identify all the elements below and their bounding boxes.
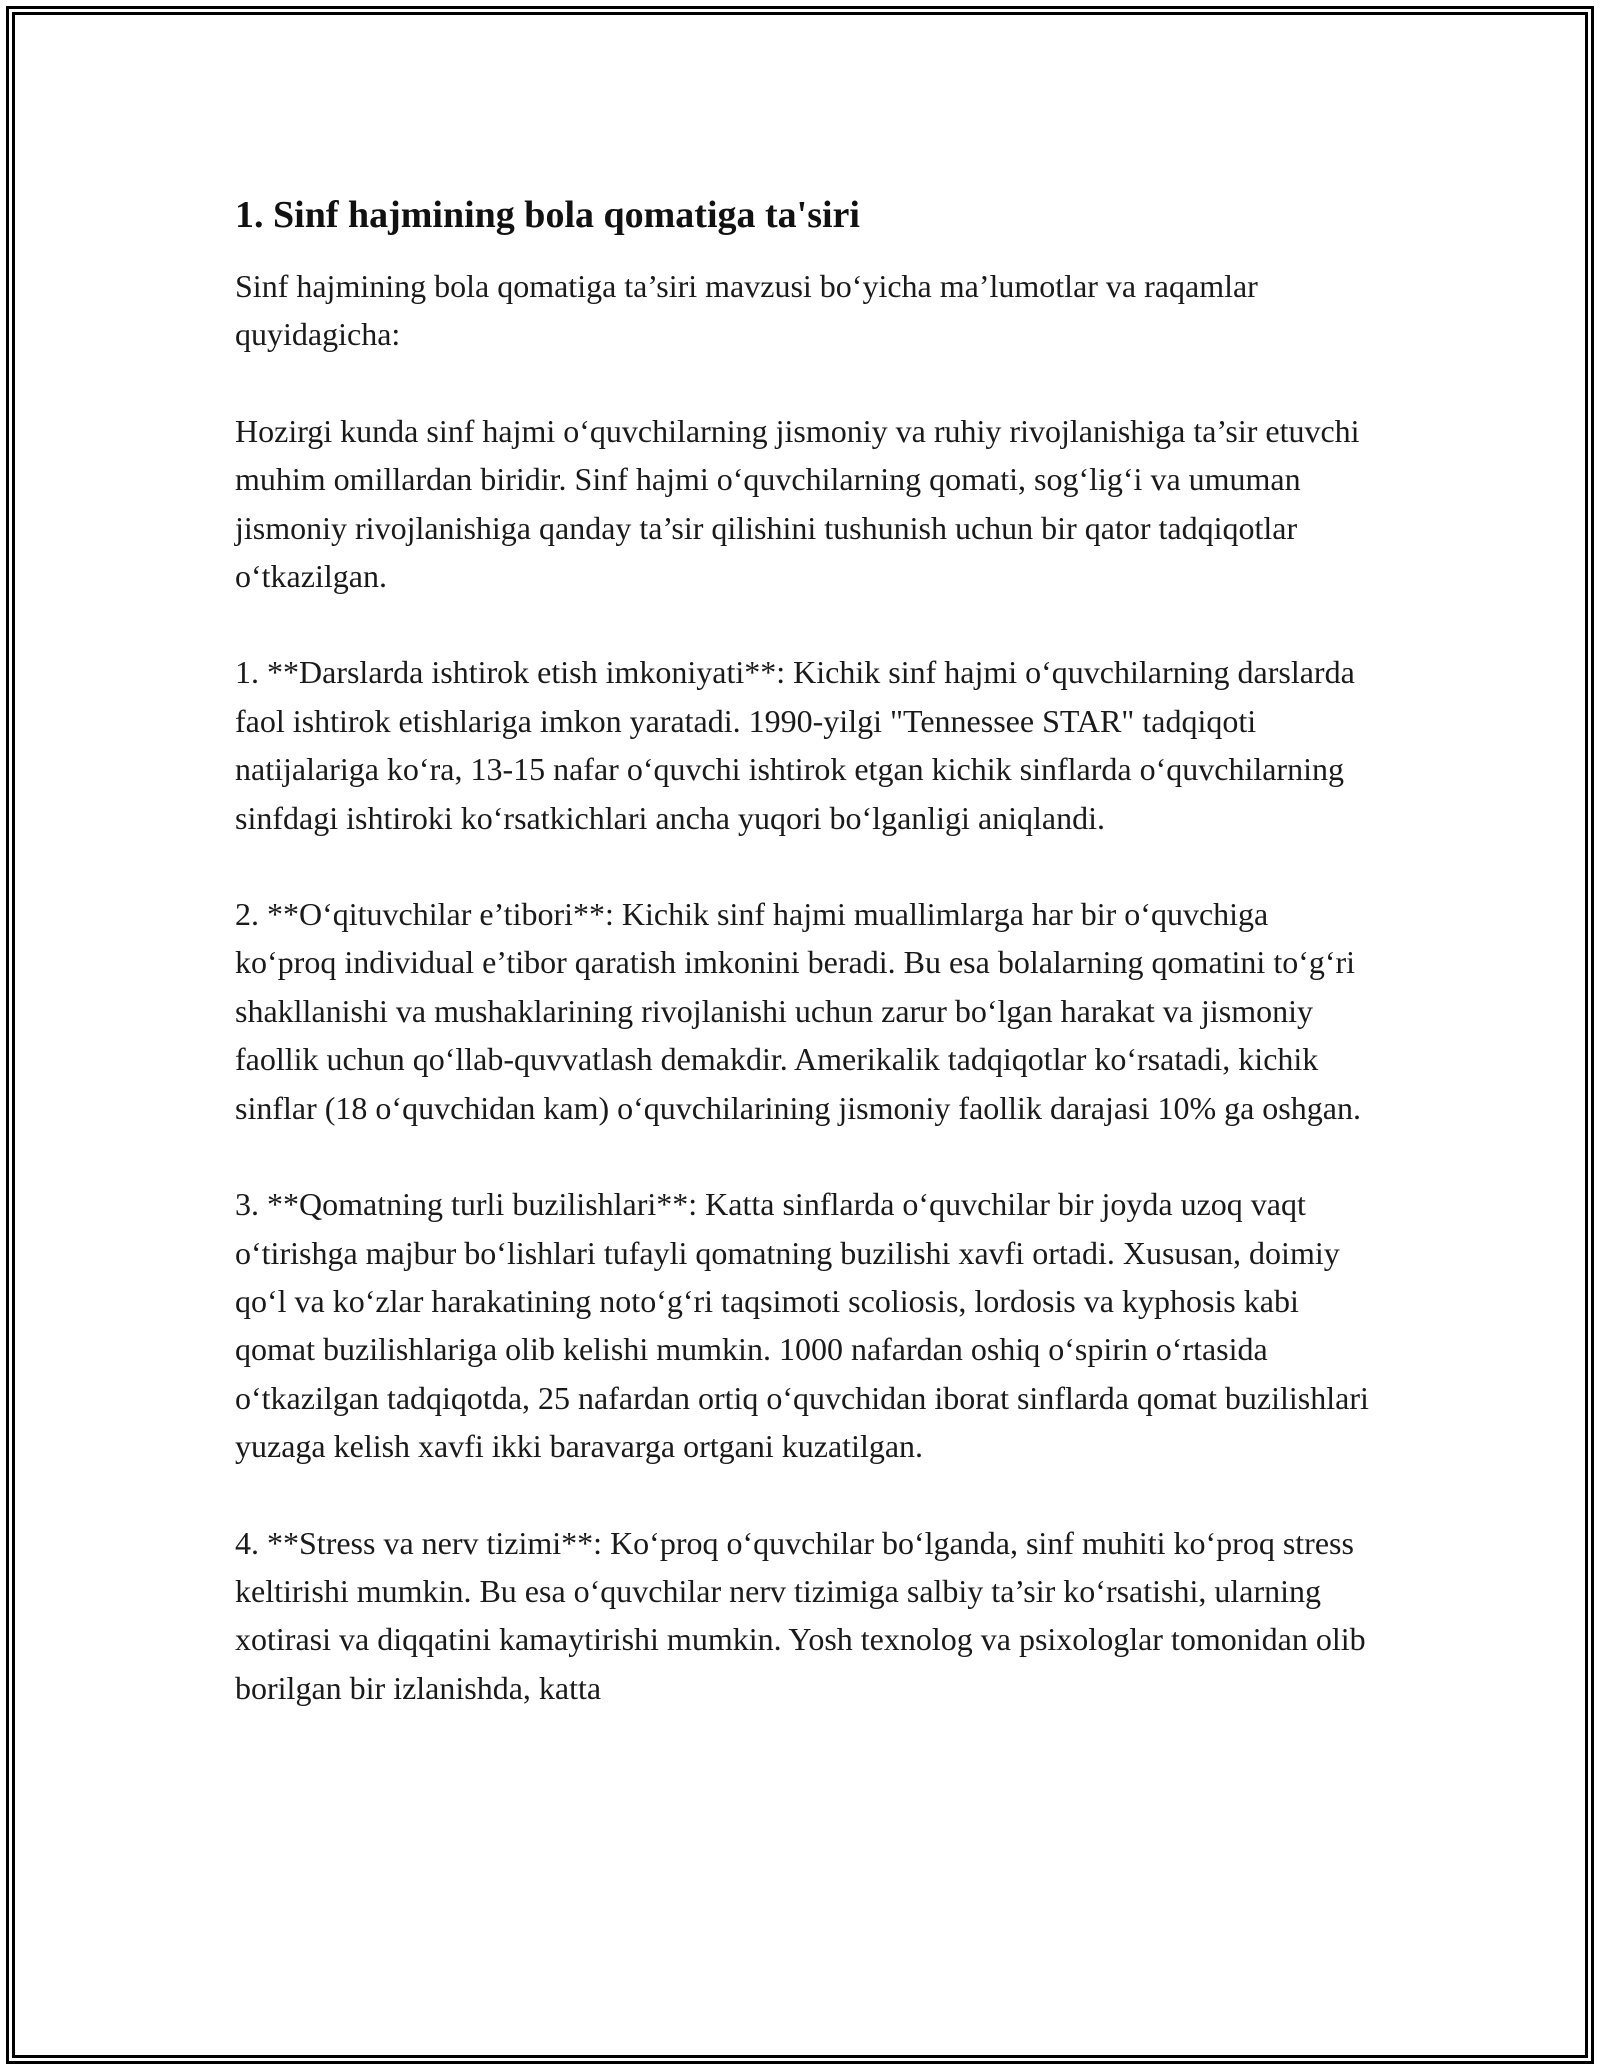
document-body: [235, 190, 1370, 1760]
paragraph-intro: Sinf hajmining bola qomatiga ta’siri mavzusi bo‘yicha ma’lumotlar va raqamlar quyidagicha:: [235, 268, 1258, 353]
paragraph-overview: Hozirgi kunda sinf hajmi o‘quvchilarning jismoniy va ruhiy rivojlanishiga ta’sir etuvchi muhim omillardan biridir. Sinf hajmi o‘quvchilarning qomati, sog‘lig‘i va umuman jismoniy rivojlanishiga qanday ta’sir qilishini tushunish uchun bir qator tadqiqotlar o‘tkazilgan.: [235, 412, 1360, 595]
paragraph-point-3: 3. **Qomatning turli buzilishlari**: Katta sinflarda o‘quvchilar bir joyda uzoq vaqt o‘tirishga majbur bo‘lishlari tufayli qomatning buzilishi xavfi ortadi. Xususan, doimiy qo‘l va ko‘zlar harakatining noto‘g‘ri taqsimoti scoliosis, lordosis va kyphosis kabi qomat buzilishlariga olib kelishi mumkin. 1000 nafardan oshiq o‘spirin o‘rtasida o‘tkazilgan tadqiqotda, 25 nafardan ortiq o‘quvchidan iborat sinflarda qomat buzilishlari yuzaga kelish xavfi ikki baravarga ortgani kuzatilgan.: [235, 1186, 1369, 1465]
document-title: 1. Sinf hajmining bola qomatiga ta'siri: [235, 194, 860, 236]
paragraph-point-4: 4. **Stress va nerv tizimi**: Ko‘proq o‘quvchilar bo‘lganda, sinf muhiti ko‘proq stress keltirishi mumkin. Bu esa o‘quvchilar nerv tizimiga salbiy ta’sir ko‘rsatishi, ularning xotirasi va diqqatini kamaytirishi mumkin. Yosh texnolog va psixologlar tomonidan olib borilgan bir izlanishda, katta: [235, 1524, 1366, 1706]
paragraph-point-1: 1. **Darslarda ishtirok etish imkoniyati**: Kichik sinf hajmi o‘quvchilarning darslarda faol ishtirok etishlariga imkon yaratadi. 1990-yilgi "Tennessee STAR" tadqiqoti natijalariga ko‘ra, 13-15 nafar o‘quvchi ishtirok etgan kichik sinflarda o‘quvchilarning sinfdagi ishtiroki ko‘rsatkichlari ancha yuqori bo‘lganligi aniqlandi.: [235, 654, 1355, 836]
paragraph-point-2: 2. **O‘qituvchilar e’tibori**: Kichik sinf hajmi muallimlarga har bir o‘quvchiga ko‘proq individual e’tibor qaratish imkonini beradi. Bu esa bolalarning qomatini to‘g‘ri shakllanishi va mushaklarining rivojlanishi uchun zarur bo‘lgan harakat va jismoniy faollik uchun qo‘llab-quvvatlash demakdir. Amerikalik tadqiqotlar ko‘rsatadi, kichik sinflar (18 o‘quvchidan kam) o‘quvchilarining jismoniy faollik darajasi 10% ga oshgan.: [235, 896, 1361, 1126]
